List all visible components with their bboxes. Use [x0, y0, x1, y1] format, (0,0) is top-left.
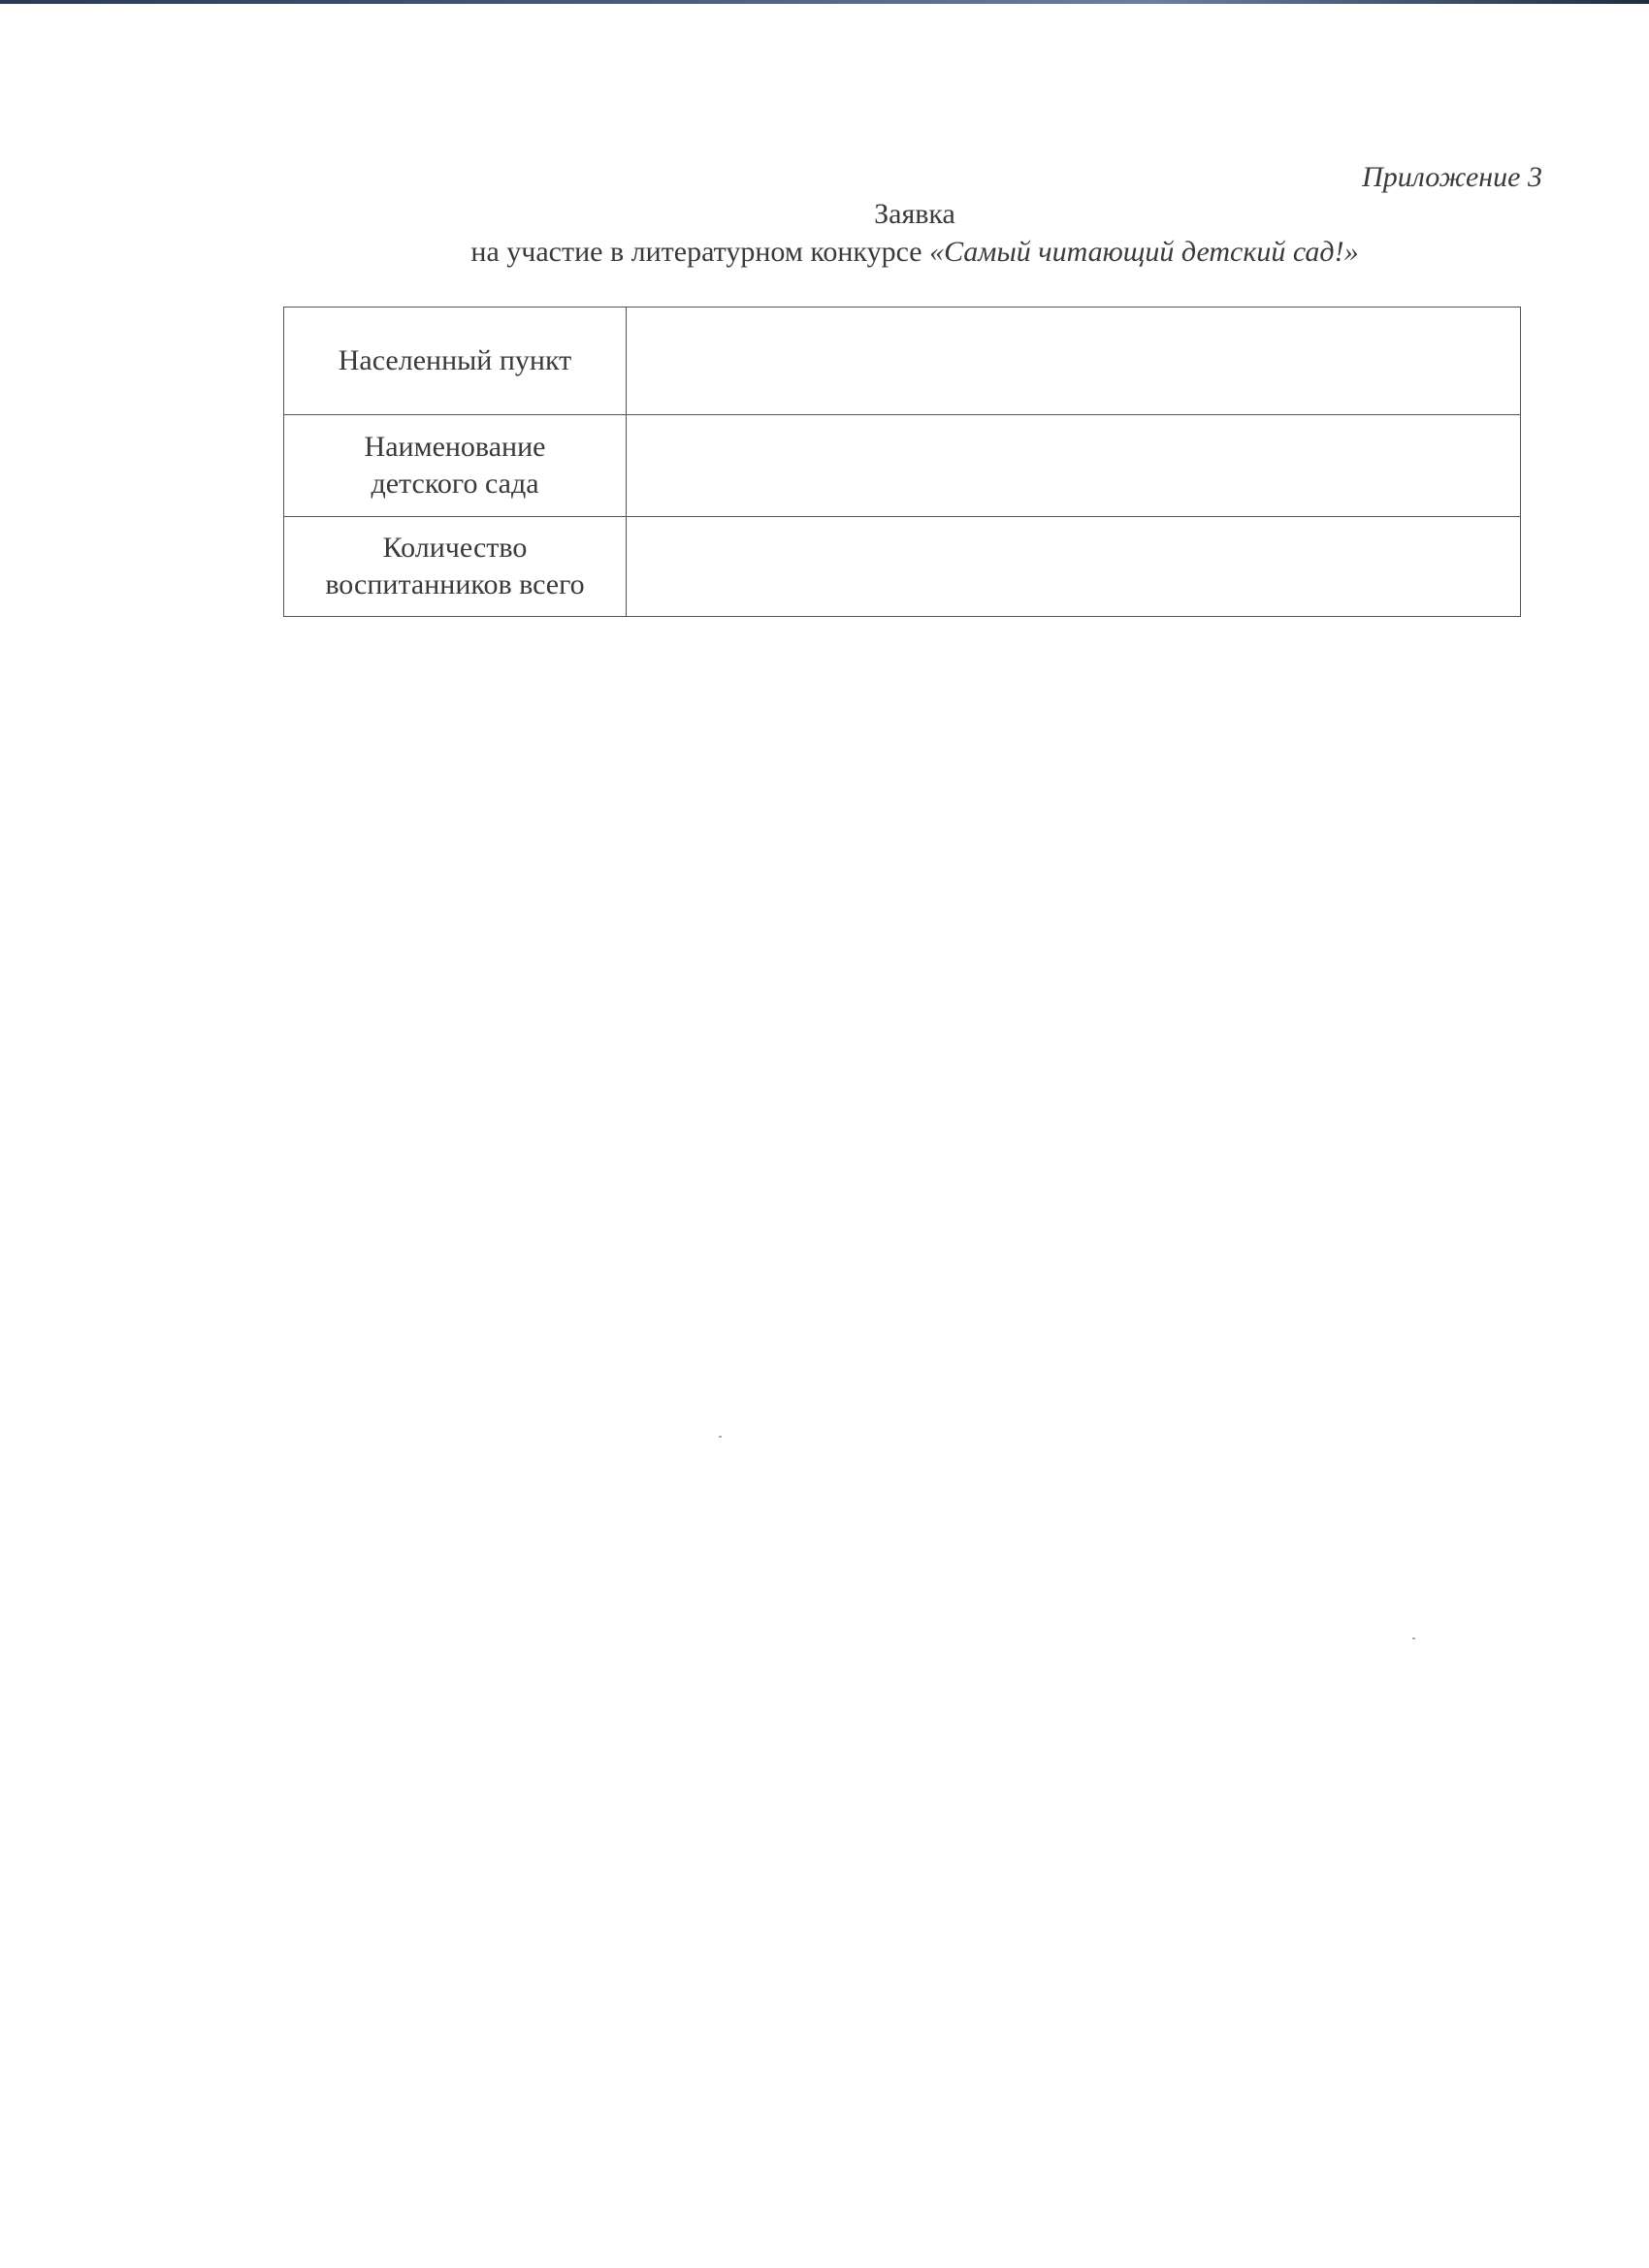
settlement-field[interactable]	[627, 308, 1521, 415]
pupils-count-label: Количество воспитанников всего	[284, 517, 627, 617]
document-title: Заявка	[874, 198, 955, 230]
kindergarten-name-label: Наименование детского сада	[284, 415, 627, 517]
appendix-label: Приложение 3	[1362, 161, 1542, 193]
table-row	[284, 517, 1521, 617]
settlement-label: Населенный пункт	[284, 308, 627, 415]
application-form-table	[283, 307, 1521, 617]
contest-name: «Самый читающий детский сад!»	[929, 236, 1359, 268]
table-row	[284, 415, 1521, 517]
scan-speck	[719, 1436, 722, 1438]
kindergarten-name-field[interactable]	[627, 415, 1521, 517]
pupils-count-field[interactable]	[627, 517, 1521, 617]
table-row	[284, 308, 1521, 415]
document-subtitle	[0, 236, 1649, 269]
scan-top-edge	[0, 0, 1649, 4]
subtitle-prefix: на участие в литературном конкурсе	[470, 236, 930, 268]
scan-speck	[1412, 1637, 1415, 1639]
